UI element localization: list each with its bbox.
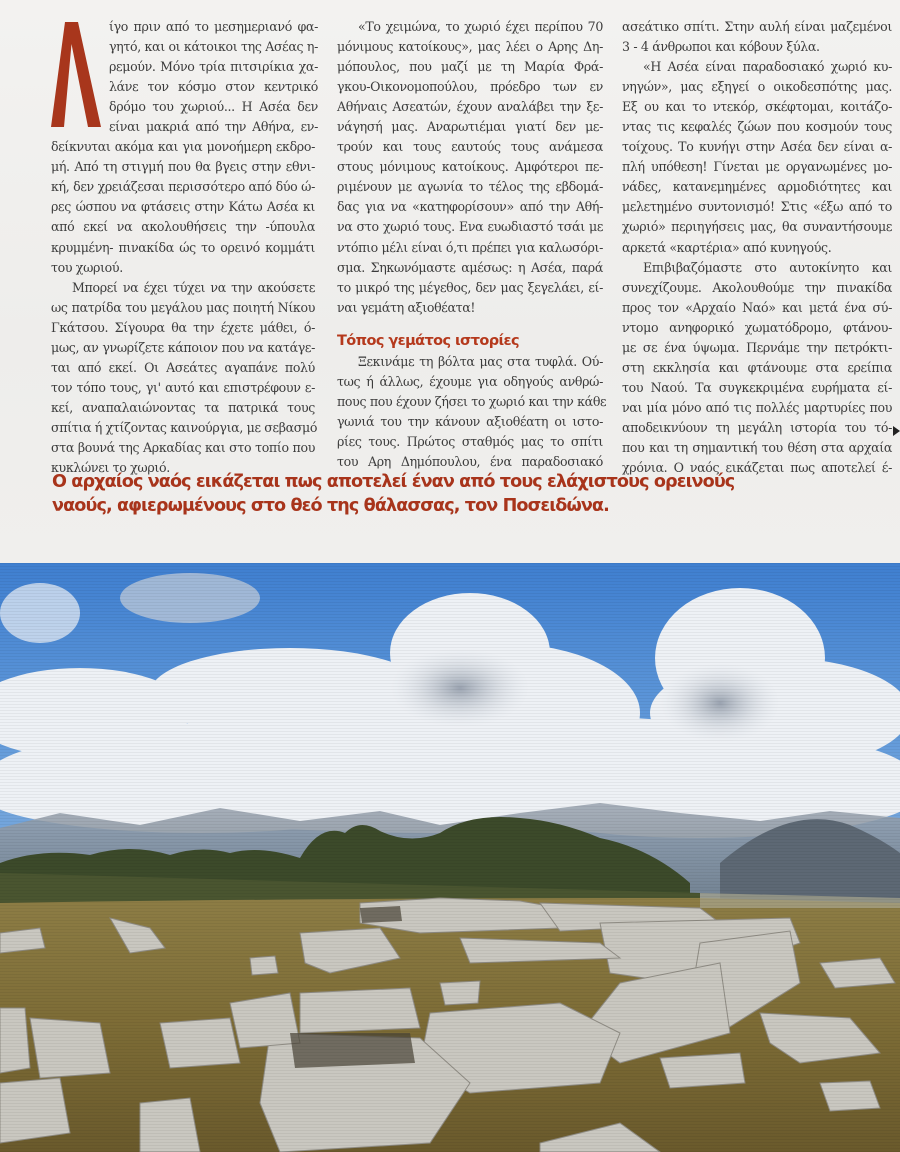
column-3-paragraph-1 xyxy=(622,17,892,57)
subheading: Τόπος γεμάτος ιστορίες xyxy=(337,332,520,349)
text-line: δείκνυται ακόμα και για μονοήμερη εκδρο- xyxy=(51,139,315,155)
text-line: του Αρη Δημόπουλου, ένα παραδοσιακό xyxy=(337,453,603,469)
text-line: νηγών», μας εξηγεί ο οικοδεσπότης μας. xyxy=(622,79,892,95)
pull-quote-line: ναούς, αφιερωμένους στο θεό της θάλασσας, τον Ποσειδώνα. xyxy=(52,496,609,516)
dropcap-block xyxy=(51,17,318,137)
text-line: ριμένουν με αγωνία το τέλος της εβδομά- xyxy=(337,179,603,195)
landscape-illustration xyxy=(0,563,900,1152)
text-line: χωριό» περιηγήσεις μας, θα συναντήσουμε xyxy=(622,219,892,235)
text-line: Μπορεί να έχει τύχει να την ακούσετε xyxy=(72,279,315,295)
text-line: Αθήναις Ασεατών, έχουν αναλάβει την ξε- xyxy=(337,99,603,115)
text-line: γητό, και οι κάτοικοι της Ασέας η- xyxy=(109,39,318,55)
column-1-paragraph-2 xyxy=(51,278,318,478)
text-line: λάνε τον κόσμο στον κεντρικό xyxy=(109,79,318,95)
text-line: Ξεκινάμε τη βόλτα μας στα τυφλά. Ού- xyxy=(358,353,603,369)
pull-quote xyxy=(52,470,842,518)
text-line: νάγησή μας. Αναρωτιέμαι γιατί δεν με- xyxy=(337,119,603,135)
text-line: ίγο πριν από το μεσημεριανό φα- xyxy=(109,19,318,34)
text-line: ως πατρίδα του μεγάλου μας ποιητή Νίκου xyxy=(51,299,315,315)
text-line: ναι μία μόνο από τις πολλές μαρτυρίες που xyxy=(622,399,892,415)
text-line: 3 - 4 άνθρωποι και κόβουν ξύλα. xyxy=(622,39,820,55)
text-line: δρόμο του χωριού... Η Ασέα δεν xyxy=(109,99,318,115)
text-line: από εκεί να ακολουθήσεις την -ύπουλα xyxy=(51,219,315,235)
text-line: στη εκκλησία και φτάνουμε στα ερείπια xyxy=(622,359,892,375)
text-line: να στο χωριό τους. Ενα ευωδιαστό τσάι με xyxy=(337,219,603,235)
text-line: «Η Ασέα είναι παραδοσιακό χωριό κυ- xyxy=(643,59,892,75)
text-line: ρίες τους. Πρώτος σταθμός μας το σπίτι xyxy=(337,433,603,449)
text-line: ασεάτικο σπίτι. Στην αυλή είναι μαζεμένοι xyxy=(622,19,892,34)
text-line: προς τον «Αρχαίο Ναό» και μετά ένα σύ- xyxy=(622,299,892,315)
column-3 xyxy=(622,17,892,478)
text-line: Επιβιβαζόμαστε στο αυτοκίνητο και xyxy=(643,259,892,275)
text-line: τως ή άλλως, έχουμε για οδηγούς ανθρώ- xyxy=(337,373,603,389)
text-line: αποδεικνύουν τη μεγάλη ιστορία του τό- xyxy=(622,419,892,435)
column-1-paragraph-1 xyxy=(51,137,315,277)
text-line: ρες ώσπου να φτάσεις στην Κάτω Ασέα κι xyxy=(51,199,315,215)
text-line: κή, δεν χρειάζεσαι περισσότερο από δύο ώ- xyxy=(51,179,315,195)
text-line: γκου-Οικονομοπούλου, πρόεδρο των εν xyxy=(337,79,603,95)
pull-quote-line: Ο αρχαίος ναός εικάζεται πως αποτελεί έναν από τους ελάχιστους ορεινούς xyxy=(52,472,735,492)
text-line: ντας τις κεφαλές ζώων που κοσμούν τους xyxy=(622,119,892,135)
text-line: πους που έχουν ζήσει το χωριό και την κάθε xyxy=(337,393,607,409)
column-1 xyxy=(51,17,318,478)
text-line: τον τόπο τους, γι' αυτό και επιστρέφουν ε- xyxy=(51,379,315,395)
text-line: μόπουλος, που μαζί με τη Μαρία Φρά- xyxy=(337,59,603,75)
temple-ruins-photo xyxy=(0,563,900,1152)
text-line: μόνιμους κατοίκους», μας λέει ο Αρης Δη- xyxy=(337,39,603,55)
column-3-paragraph-3 xyxy=(622,258,892,479)
text-line: Εξ ου και το ντεκόρ, σκέφτομαι, κοιτάζο- xyxy=(622,99,892,115)
text-line: κεί, αναπαλαιώνοντας τα πατρικά τους xyxy=(51,399,315,415)
text-line: με σε ένα ύψωμα. Περνάμε την πετρόκτι- xyxy=(622,339,892,355)
text-line: κυκλώνει το χωριό. xyxy=(51,460,170,476)
text-line: ναι γεμάτη αξιοθέατα! xyxy=(337,299,476,315)
text-line: γωνιά του την κάνουν αξιοθέατη οι ιστο- xyxy=(337,413,603,429)
text-line: αρκετά «καρτέρια» από κυνηγούς. xyxy=(622,239,832,255)
text-line: σμα. Σηκωνόμαστε αμέσως: η Ασέα, παρά xyxy=(337,259,603,275)
dropcap-lines xyxy=(109,17,318,137)
text-line: τοίχους. Το κυνήγι στην Ασέα δεν είναι α- xyxy=(622,139,892,155)
column-2 xyxy=(337,17,607,472)
text-line: του χωριού. xyxy=(51,259,123,275)
article-text-area xyxy=(0,0,900,563)
text-line: νάδες, κατανεμημένες αρμοδιότητες και xyxy=(622,179,892,195)
text-line: ρεμούν. Μόνο τρία πιτσιρίκια χα- xyxy=(109,59,318,75)
column-2-paragraph-2 xyxy=(337,352,607,472)
text-line: μελετημένο συντονισμό! Στις «έξω από το xyxy=(622,199,892,215)
text-line: μως, αν γνωρίζετε κάποιον που να κατάγε- xyxy=(51,339,315,355)
text-line: στα βουνά της Αρκαδίας και στο τοπίο που xyxy=(51,439,315,455)
text-line: το μικρό της μέγεθος, δεν μας ξεγελάει, εί- xyxy=(337,279,603,295)
text-line: «Το χειμώνα, το χωριό έχει περίπου 70 xyxy=(358,19,603,34)
text-line: του Ναού. Τα συγκεκριμένα ευρήματα εί- xyxy=(622,379,892,395)
column-3-paragraph-2 xyxy=(622,57,892,257)
text-line: χρόνια. Ο ναός εικάζεται πως αποτελεί έ- xyxy=(622,460,892,476)
text-line: κρυμμένη- πινακίδα ώς το ορεινό κομμάτι xyxy=(51,239,315,255)
text-line: ντόπιο μέλι είναι ό,τι πρέπει για καλωσόρι- xyxy=(337,239,603,255)
text-line: ται από εκεί. Οι Ασεάτες αγαπάνε πολύ xyxy=(51,359,315,375)
text-line: στους μόνιμους κατοίκους. Αμφότεροι πε- xyxy=(337,159,603,175)
text-line: συνεχίζουμε. Ακολουθούμε την πινακίδα xyxy=(622,279,892,295)
text-line: σπίτια ή χτίζοντας καινούργια, με σεβασμό xyxy=(51,419,318,435)
text-line: πλή υπόθεση! Γίνεται με οργανωμένες μο- xyxy=(622,159,892,175)
column-2-paragraph-1 xyxy=(337,17,603,318)
dropcap xyxy=(51,22,101,127)
text-line: μή. Από τη στιγμή που θα βγεις στην εθνι- xyxy=(51,159,315,175)
text-line: τρούν και τους εαυτούς τους ανάμεσα xyxy=(337,139,603,155)
text-line: ντομο ανηφορικό χωματόδρομο, φτάνου- xyxy=(622,319,892,335)
text-line: είναι μακριά από την Αθήνα, εν- xyxy=(109,119,318,135)
text-line: που και τη σημαντική του θέση στα αρχαία xyxy=(622,439,892,455)
text-line: δας για να «κατηφορίσουν» από την Αθή- xyxy=(337,199,603,215)
text-line: Γκάτσου. Σίγουρα θα την έχετε μάθει, ό- xyxy=(51,319,315,335)
triangle-right-icon xyxy=(893,426,900,436)
dropcap-lambda-glyph xyxy=(51,22,101,127)
